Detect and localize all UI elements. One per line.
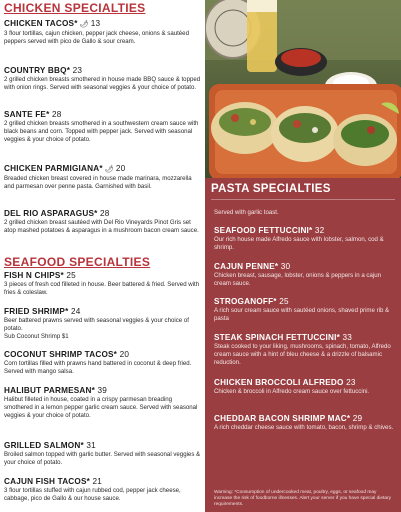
menu-item-chicken-tacos (0, 19, 205, 46)
item-price: 23 (72, 66, 83, 75)
item-price: 25 (279, 297, 289, 306)
menu-item-sante-fe (0, 110, 205, 143)
menu-item-halibut-parmesan (0, 386, 205, 419)
item-description: Breaded chicken breast covered in house made marinara, mozzarella and parmesan over penne pasta. Garnished with basil. (4, 175, 192, 190)
item-name: GRILLED SALMON* (4, 441, 84, 450)
item-name: STROGANOFF* (214, 297, 277, 306)
item-name: COUNTRY BBQ* (4, 66, 71, 75)
menu-item-fish-n-chips (0, 271, 205, 297)
item-name: SEAFOOD FETTUCCINI* (214, 226, 313, 235)
menu-item-cajun-penne (205, 262, 401, 288)
item-description: 2 grilled chicken breasts smothered in house made BBQ sauce & topped with onion rings. Served with seasonal veggies & your choice of potato. (4, 76, 201, 91)
food-photo (205, 0, 401, 178)
menu-item-chicken-parmigiana (0, 164, 205, 191)
item-name: STEAK SPINACH FETTUCCINI* (214, 333, 340, 342)
item-description: Steak cooked to your liking, mushrooms, spinach, tomato, Alfredo cream sauce with a hint of bleu cheese & a drizzle of balsamic reduction. (214, 343, 391, 366)
item-price: 25 (66, 271, 76, 280)
menu-item-steak-spinach-fettuccini (205, 333, 401, 366)
item-description: Chicken breast, sausage, lobster, onions & peppers in a cajun cream sauce. (214, 272, 382, 287)
item-price: 30 (280, 262, 291, 271)
item-name: DEL RIO ASPARAGUS* (4, 209, 98, 218)
item-description: Beer battered prawns served with seasonal veggies & your choice of potato. (4, 317, 189, 332)
seafood-section-title: SEAFOOD SPECIALTIES (4, 255, 151, 269)
item-name: CHICKEN TACOS* (4, 19, 78, 28)
item-description: 2 grilled chicken breasts smothered in a southwestern cream sauce with black beans and corn. Topped with pepper jack. Served with seasonal veggies & your choice of potato. (4, 120, 199, 143)
item-description: Our rich house made Alfredo sauce with lobster, salmon, cod & shrimp. (214, 236, 384, 251)
menu-item-seafood-fettuccini (205, 226, 401, 252)
pasta-panel (205, 178, 401, 512)
item-price: 33 (342, 333, 352, 342)
item-name: CAJUN FISH TACOS* (4, 477, 91, 486)
item-price: 28 (51, 110, 62, 119)
pepper-icon: 🌶︎ (79, 21, 89, 28)
menu-item-stroganoff (205, 297, 401, 323)
item-description: A rich sour cream sauce with sautéed onions, shaved prime rib & pasta (214, 307, 390, 322)
menu-item-country-bbq (0, 66, 205, 92)
item-price: 13 (90, 19, 101, 28)
item-price: 32 (314, 226, 325, 235)
item-description: A rich cheddar cheese sauce with tomato, bacon, shrimp & chives. (214, 424, 394, 431)
item-price: 29 (352, 414, 363, 423)
menu-item-fried-shrimp (0, 307, 205, 340)
item-name: SANTE FE* (4, 110, 50, 119)
pepper-icon: 🌶︎ (104, 166, 114, 173)
item-description: 2 grilled chicken breast sautéed with Del Rio Vineyards Pinot Gris set atop mashed potatoes & asparagus in a mushroom bacon cream sauce. (4, 219, 199, 234)
item-description: 3 flour tortillas stuffed with cajun rubbed cod, pepper jack cheese, cabbage, pico de Gallo & our house sauce. (4, 487, 181, 502)
item-price: 39 (97, 386, 108, 395)
pasta-subtitle: Served with garlic toast. (214, 209, 279, 216)
pasta-section-title: PASTA SPECIALTIES (211, 183, 331, 195)
item-name: CHEDDAR BACON SHRIMP MAC* (214, 414, 351, 423)
item-price: 28 (100, 209, 110, 218)
item-note: Sub Coconut Shrimp $1 (4, 332, 69, 340)
menu-item-cheddar-bacon-shrimp-mac (205, 414, 401, 432)
item-name: CHICKEN PARMIGIANA* (4, 164, 103, 173)
item-price: 24 (70, 307, 81, 316)
tacos-photo-illustration (205, 0, 401, 178)
item-name: HALIBUT PARMESAN* (4, 386, 96, 395)
menu-item-del-rio-asparagus (0, 209, 205, 235)
item-price: 23 (346, 378, 356, 387)
item-description: 3 flour tortillas, cajun chicken, pepper jack cheese, onions & sautéed peppers served with pico de Gallo & sour cream. (4, 30, 189, 45)
item-name: CAJUN PENNE* (214, 262, 279, 271)
seafood-section (0, 256, 205, 268)
food-safety-warning: Warning: *Consumption of undercooked meat, poultry, eggs, or seafood may increase the risk of foodborne illnesses. Alert your server if you have special dietary requirements. (214, 490, 392, 507)
item-description: Chicken & broccoli in Alfredo cream sauce over fettuccini. (214, 388, 370, 395)
menu-item-chicken-broccoli-alfredo (205, 378, 401, 396)
item-price: 31 (86, 441, 96, 450)
menu-item-cajun-fish-tacos (0, 477, 205, 503)
divider (211, 199, 395, 200)
menu-item-grilled-salmon (0, 441, 205, 467)
item-name: COCONUT SHRIMP TACOS* (4, 350, 118, 359)
item-price: 21 (92, 477, 103, 486)
item-description: Halibut filleted in house, coated in a crispy parmesan breading smothered in a lemon pepper garlic cream sauce. Served with seasonal veggies & your choice of potato. (4, 396, 198, 419)
chicken-section-title: CHICKEN SPECIALTIES (4, 1, 146, 15)
item-name: FISH N CHIPS* (4, 271, 64, 280)
item-description: Broiled salmon topped with garlic butter. Served with seasonal veggies & your choice of potato. (4, 451, 201, 466)
item-description: Corn tortillas filled with prawns hand battered in coconut & deep fried. Served with mango salsa. (4, 360, 192, 375)
item-price: 20 (115, 164, 126, 173)
item-name: FRIED SHRIMP* (4, 307, 69, 316)
menu-item-coconut-shrimp-tacos (0, 350, 205, 376)
item-description: 3 pieces of fresh cod filleted in house. Beer battered & fried. Served with fries & coleslaw. (4, 281, 200, 296)
chicken-section (0, 2, 205, 14)
item-name: CHICKEN BROCCOLI ALFREDO (214, 378, 344, 387)
item-price: 20 (119, 350, 130, 359)
